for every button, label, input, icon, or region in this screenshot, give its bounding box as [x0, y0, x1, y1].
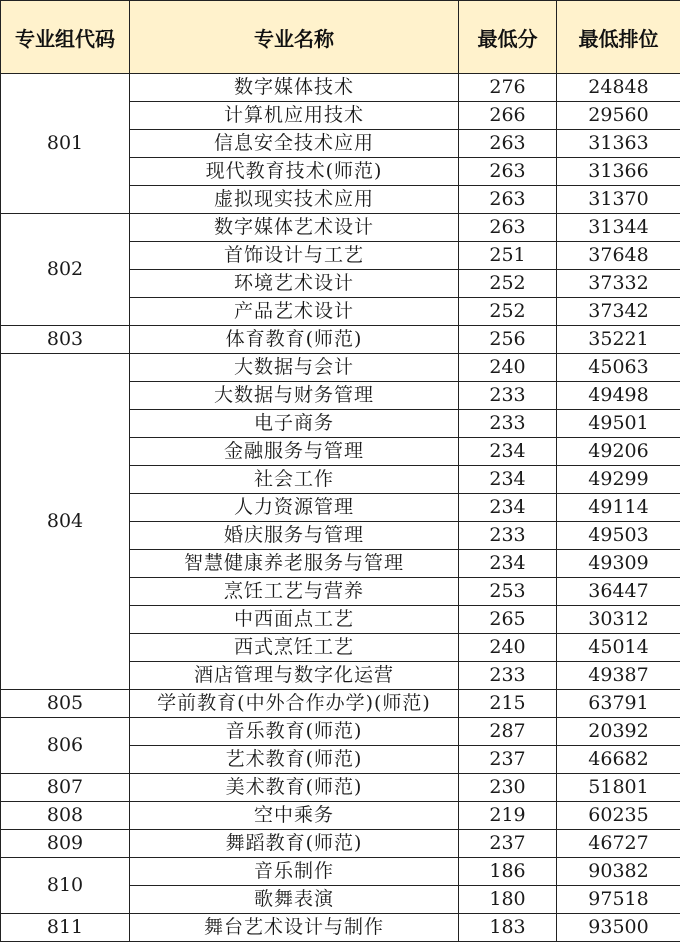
table-row	[1, 858, 680, 886]
min-score-cell: 234	[459, 438, 557, 466]
min-score-cell: 234	[459, 466, 557, 494]
min-rank-cell: 49501	[557, 410, 680, 438]
min-rank-cell: 37332	[557, 270, 680, 298]
table-row	[1, 914, 680, 942]
min-rank-cell: 49114	[557, 494, 680, 522]
min-rank-cell: 31370	[557, 186, 680, 214]
min-score-cell: 287	[459, 718, 557, 746]
min-rank-cell: 49503	[557, 522, 680, 550]
major-name-cell: 中西面点工艺	[130, 606, 459, 634]
major-name-cell: 金融服务与管理	[130, 438, 459, 466]
min-rank-cell: 49206	[557, 438, 680, 466]
min-score-cell: 233	[459, 410, 557, 438]
group-code-cell: 806	[1, 718, 130, 774]
min-score-cell: 183	[459, 914, 557, 942]
min-rank-cell: 30312	[557, 606, 680, 634]
table-row	[1, 214, 680, 242]
table-row	[1, 774, 680, 802]
min-score-cell: 186	[459, 858, 557, 886]
major-name-cell: 人力资源管理	[130, 494, 459, 522]
group-code-cell: 807	[1, 774, 130, 802]
table-body	[1, 74, 680, 942]
min-score-cell: 233	[459, 382, 557, 410]
header-min-rank: 最低排位	[557, 1, 680, 74]
min-rank-cell: 45014	[557, 634, 680, 662]
min-rank-cell: 29560	[557, 102, 680, 130]
major-name-cell: 婚庆服务与管理	[130, 522, 459, 550]
min-score-cell: 263	[459, 158, 557, 186]
table-row	[1, 830, 680, 858]
major-name-cell: 计算机应用技术	[130, 102, 459, 130]
header-group-code: 专业组代码	[1, 1, 130, 74]
min-score-cell: 252	[459, 298, 557, 326]
min-rank-cell: 49387	[557, 662, 680, 690]
header-min-score: 最低分	[459, 1, 557, 74]
major-name-cell: 舞台艺术设计与制作	[130, 914, 459, 942]
major-name-cell: 酒店管理与数字化运营	[130, 662, 459, 690]
major-name-cell: 智慧健康养老服务与管理	[130, 550, 459, 578]
min-score-cell: 240	[459, 634, 557, 662]
min-score-cell: 263	[459, 130, 557, 158]
min-score-cell: 266	[459, 102, 557, 130]
min-score-cell: 233	[459, 662, 557, 690]
major-name-cell: 大数据与会计	[130, 354, 459, 382]
min-rank-cell: 45063	[557, 354, 680, 382]
min-rank-cell: 46727	[557, 830, 680, 858]
min-score-cell: 276	[459, 74, 557, 102]
table-row	[1, 354, 680, 382]
major-name-cell: 歌舞表演	[130, 886, 459, 914]
min-rank-cell: 46682	[557, 746, 680, 774]
major-name-cell: 烹饪工艺与营养	[130, 578, 459, 606]
major-name-cell: 学前教育(中外合作办学)(师范)	[130, 690, 459, 718]
major-name-cell: 虚拟现实技术应用	[130, 186, 459, 214]
major-name-cell: 数字媒体技术	[130, 74, 459, 102]
min-score-cell: 237	[459, 746, 557, 774]
min-rank-cell: 31363	[557, 130, 680, 158]
min-rank-cell: 49309	[557, 550, 680, 578]
min-rank-cell: 63791	[557, 690, 680, 718]
group-code-cell: 810	[1, 858, 130, 914]
group-code-cell: 808	[1, 802, 130, 830]
min-rank-cell: 31344	[557, 214, 680, 242]
major-name-cell: 美术教育(师范)	[130, 774, 459, 802]
table-row	[1, 326, 680, 354]
table-row	[1, 690, 680, 718]
min-score-cell: 234	[459, 550, 557, 578]
min-score-cell: 252	[459, 270, 557, 298]
group-code-cell: 805	[1, 690, 130, 718]
major-name-cell: 数字媒体艺术设计	[130, 214, 459, 242]
table-row	[1, 74, 680, 102]
min-rank-cell: 36447	[557, 578, 680, 606]
min-score-cell: 256	[459, 326, 557, 354]
group-code-cell: 811	[1, 914, 130, 942]
min-rank-cell: 24848	[557, 74, 680, 102]
header-major-name: 专业名称	[130, 1, 459, 74]
group-code-cell: 809	[1, 830, 130, 858]
major-name-cell: 体育教育(师范)	[130, 326, 459, 354]
min-score-cell: 251	[459, 242, 557, 270]
min-rank-cell: 60235	[557, 802, 680, 830]
min-rank-cell: 31366	[557, 158, 680, 186]
min-rank-cell: 49299	[557, 466, 680, 494]
min-score-cell: 253	[459, 578, 557, 606]
min-score-cell: 263	[459, 186, 557, 214]
major-name-cell: 信息安全技术应用	[130, 130, 459, 158]
min-score-cell: 265	[459, 606, 557, 634]
major-name-cell: 大数据与财务管理	[130, 382, 459, 410]
min-rank-cell: 49498	[557, 382, 680, 410]
major-name-cell: 音乐教育(师范)	[130, 718, 459, 746]
major-name-cell: 产品艺术设计	[130, 298, 459, 326]
table-row	[1, 802, 680, 830]
min-rank-cell: 97518	[557, 886, 680, 914]
major-name-cell: 音乐制作	[130, 858, 459, 886]
min-score-cell: 219	[459, 802, 557, 830]
major-name-cell: 空中乘务	[130, 802, 459, 830]
min-score-cell: 230	[459, 774, 557, 802]
group-code-cell: 802	[1, 214, 130, 326]
min-rank-cell: 37342	[557, 298, 680, 326]
major-name-cell: 社会工作	[130, 466, 459, 494]
min-score-cell: 237	[459, 830, 557, 858]
group-code-cell: 804	[1, 354, 130, 690]
group-code-cell: 801	[1, 74, 130, 214]
min-rank-cell: 35221	[557, 326, 680, 354]
major-name-cell: 舞蹈教育(师范)	[130, 830, 459, 858]
min-score-cell: 263	[459, 214, 557, 242]
min-rank-cell: 37648	[557, 242, 680, 270]
major-name-cell: 首饰设计与工艺	[130, 242, 459, 270]
min-score-cell: 240	[459, 354, 557, 382]
major-name-cell: 艺术教育(师范)	[130, 746, 459, 774]
header-row	[1, 1, 680, 74]
major-name-cell: 西式烹饪工艺	[130, 634, 459, 662]
major-name-cell: 现代教育技术(师范)	[130, 158, 459, 186]
min-rank-cell: 93500	[557, 914, 680, 942]
min-rank-cell: 51801	[557, 774, 680, 802]
major-name-cell: 电子商务	[130, 410, 459, 438]
min-score-cell: 215	[459, 690, 557, 718]
min-rank-cell: 90382	[557, 858, 680, 886]
group-code-cell: 803	[1, 326, 130, 354]
min-score-cell: 233	[459, 522, 557, 550]
table-row	[1, 718, 680, 746]
major-name-cell: 环境艺术设计	[130, 270, 459, 298]
min-rank-cell: 20392	[557, 718, 680, 746]
min-score-cell: 180	[459, 886, 557, 914]
min-score-cell: 234	[459, 494, 557, 522]
